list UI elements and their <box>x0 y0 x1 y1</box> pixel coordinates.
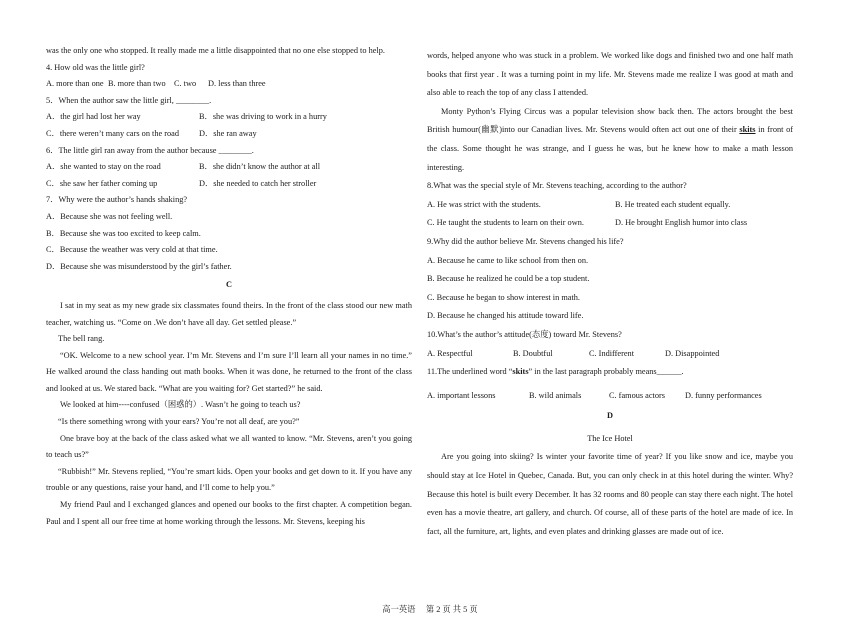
underlined-word-skits: skits <box>739 125 756 135</box>
q11-option-a: A. important lessons <box>427 390 496 400</box>
passage-c-paragraph-5: “Is there something wrong with your ears? You’re not all deaf, are you?” <box>58 417 300 427</box>
q11-option-d: D. funny performances <box>685 390 762 400</box>
q4-option-d: D. less than three <box>208 79 266 89</box>
q11-option-b: B. wild animals <box>529 390 582 400</box>
q7-option-b: B．Because she was too excited to keep calm. <box>46 228 201 238</box>
passage-d-paragraph-1: Are you going into skiing? Is winter your favorite time of year? If you like snow and ice, maybe you should stay at Ice Hotel in Quebec, Canada. But, you can only check in at this hotel during the winter. Why? Because this hotel is built every December. It has 32 rooms and 80 people can stay there each night. The hotel even has a movie theatre, art gallery, and church. Of course, all of these parts of the hotel are made of ice. In fact, all the furniture, art, lights, and even plates and drinking glasses are made out of ice. <box>427 452 793 536</box>
q9-option-d: D. Because he changed his attitude toward life. <box>427 311 584 321</box>
q6-option-d: D．she needed to catch her stroller <box>199 178 317 188</box>
intro-line: was the only one who stopped. It really made me a little disappointed that no one else stopped to help. <box>46 46 385 55</box>
q8-option-c: C. He taught the students to learn on their own. <box>427 218 584 228</box>
question-6-options-row1 <box>46 159 412 176</box>
question-5-options-row2 <box>46 126 412 143</box>
q11-option-c: C. famous actors <box>609 390 665 400</box>
question-11-options <box>427 387 793 406</box>
q10-option-a: A. Respectful <box>427 348 473 358</box>
question-10-options <box>427 345 793 364</box>
question-5-options-row1 <box>46 109 412 126</box>
section-c-heading: C <box>226 280 232 290</box>
q7-option-a: A．Because she was not feeling well. <box>46 211 173 221</box>
question-8-options-row2 <box>427 214 793 233</box>
question-8-stem: 8.What was the special style of Mr. Stevens teaching, according to the author? <box>427 181 687 191</box>
passage-c-paragraph-2: The bell rang. <box>58 334 105 344</box>
q4-option-a: A. more than one <box>46 79 104 89</box>
q5-option-c: C．there weren’t many cars on the road <box>46 128 180 138</box>
q7-option-d: D．Because she was misunderstood by the girl’s father. <box>46 261 232 271</box>
q11-stem-word: skits <box>512 367 529 377</box>
q11-stem-c: ” in the last paragraph probably means______. <box>528 367 684 377</box>
q8-option-b: B. He treated each student equally. <box>615 199 731 209</box>
question-8-options-row1 <box>427 196 793 215</box>
passage-c-paragraph-1: I sat in my seat as my new grade six classmates found theirs. In the front of the class stood our new math teacher, watching us. “Come on .We don’t have all day. Get settled please.” <box>46 300 412 327</box>
q6-option-c: C．she saw her father coming up <box>46 178 158 188</box>
q11-stem-a: 11.The underlined word “ <box>427 367 513 377</box>
passage-d-title: The Ice Hotel <box>587 433 633 443</box>
passage-c-paragraph-7: “Rubbish!” Mr. Stevens replied, “You’re smart kids. Open your books and get down to it. If you have any trouble or any questions, raise your hand, and I’ll come to help you.” <box>46 466 412 493</box>
question-6-options-row2 <box>46 176 412 193</box>
q7-option-c: C．Because the weather was very cold at that time. <box>46 245 218 255</box>
passage-c-paragraph-4: We looked at him----confused（困惑的）. Wasn’t he going to teach us? <box>60 400 301 410</box>
question-6-stem: 6．The little girl ran away from the author because ________. <box>46 145 254 155</box>
question-4-options <box>46 76 412 93</box>
passage-c-paragraph-6: One brave boy at the back of the class asked what we all wanted to know. “Mr. Stevens, aren’t you going to teach us?” <box>46 433 412 460</box>
question-10-stem: 10.What’s the author’s attitude(态度) toward Mr. Stevens? <box>427 329 622 339</box>
q5-option-d: D．she ran away <box>199 128 257 138</box>
q4-option-c: C. two <box>174 79 197 89</box>
q9-option-c: C. Because he began to show interest in math. <box>427 292 580 302</box>
question-11-stem <box>427 363 793 382</box>
q6-option-a: A．she wanted to stay on the road <box>46 162 161 172</box>
passage-c-continuation-1: words, helped anyone who was stuck in a problem. We worked like dogs and finished two and one half math books that first year . It was a turning point in my life. Mr. Stevens made me realize I was good at math and also able to reach the top of any class I attended. <box>427 51 793 98</box>
passage-c-paragraph-3: “OK. Welcome to a new school year. I’m Mr. Stevens and I’m sure I’ll learn all your names in no time.” He walked around the class handing out math books. When it was done, he returned to the front of the class and looked at us. We stared back. “What are you waiting for? Get started?” he said. <box>46 350 412 393</box>
question-4-stem: 4. How old was the little girl? <box>46 62 145 72</box>
q6-option-b: B．she didn’t know the author at all <box>199 162 321 172</box>
question-5-stem: 5．When the author saw the little girl, ________. <box>46 95 212 105</box>
q10-option-d: D. Disappointed <box>665 348 720 358</box>
q9-option-a: A. Because he came to like school from then on. <box>427 255 589 265</box>
q9-option-b: B. Because he realized he could be a top student. <box>427 274 590 284</box>
q5-option-b: B．she was driving to work in a hurry <box>199 112 327 122</box>
q5-option-a: A．the girl had lost her way <box>46 112 141 122</box>
q4-option-b: B. more than two <box>108 79 166 89</box>
page-footer: 高一英语 第 2 页 共 5 页 <box>382 605 478 614</box>
continuation-2-text-a: Monty Python’s Flying Circus was a popular television show back then. The actors brought the best British humour(幽默)into our Canadian lives. Mr. Stevens would often act out one of their <box>427 106 793 135</box>
continuation-2-text-b: in front of the class. Some thought he was strange, and I guess he was, but he knew how to make a math lesson interesting. <box>427 125 794 172</box>
right-column <box>427 47 793 541</box>
passage-c-continuation-2 <box>427 103 793 177</box>
q10-option-c: C. Indifferent <box>589 348 635 358</box>
q8-option-d: D. He brought English humor into class <box>615 218 748 228</box>
question-9-stem: 9.Why did the author believe Mr. Stevens changed his life? <box>427 236 624 246</box>
q8-option-a: A. He was strict with the students. <box>427 199 541 209</box>
q10-option-b: B. Doubtful <box>513 348 553 358</box>
left-column <box>46 43 412 530</box>
passage-c-paragraph-8: My friend Paul and I exchanged glances and opened our books to the first chapter. A competition began. Paul and I spent all our free time at home working through the lessons. Mr. Stevens, keeping his <box>46 500 412 526</box>
question-7-stem: 7．Why were the author’s hands shaking? <box>46 195 188 205</box>
section-d-heading: D <box>607 411 613 421</box>
